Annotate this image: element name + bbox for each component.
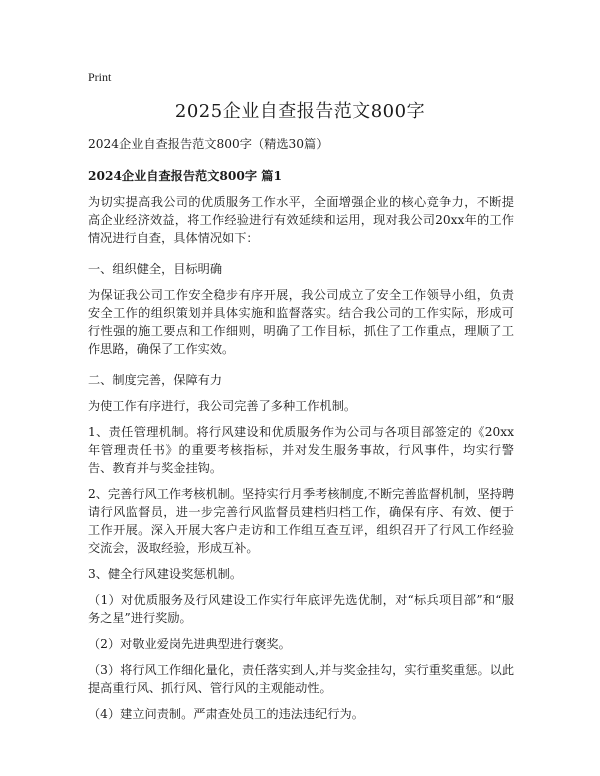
paragraph-assessment: 2、完善行风工作考核机制。坚持实行月季考核制度,不断完善监督机制，坚持聘请行风监督员，进一步完善行风监督员建档归档工作，确保有序、有效、便于工作开展。深入开展大客户走访和工作组互查互评，组织召开了行风工作经验交流会，汲取经验，形成互补。: [88, 487, 515, 555]
document-body: [88, 135, 514, 723]
document-subtitle: 2024企业自查报告范文800字（精选30篇）: [88, 137, 329, 151]
heading-organization: 一、组织健全，目标明确: [88, 262, 223, 276]
paragraph-item-3: （3）将行风工作细化量化，责任落实到人,并与奖金挂勾，实行重奖重惩。以此提高重行风、抓行风、管行风的主观能动性。: [88, 663, 515, 695]
paragraph-item-1: （1）对优质服务及行风建设工作实行年底评先选优制，对“标兵项目部”和“服务之星”进行奖励。: [88, 593, 514, 625]
document-title: 2025企业自查报告范文800字: [174, 101, 426, 122]
paragraph-reward-heading: 3、健全行风建设奖惩机制。: [88, 567, 243, 581]
paragraph-organization: 为保证我公司工作安全稳步有序开展，我公司成立了安全工作领导小组，负责安全工作的组织策划并具体实施和监督落实。结合我公司的工作实际，形成可行性强的施工要点和工作细则，明确了工作目标，抓住了工作重点，理顺了工作思路，确保了工作实效。: [88, 288, 514, 356]
paragraph-responsibility: 1、责任管理机制。将行风建设和优质服务作为公司与各项目部签定的《20xx年管理责任书》的重要考核指标，并对发生服务事故，行风事件，均实行警告、教育并与奖金挂钩。: [88, 425, 514, 475]
heading-system: 二、制度完善，保障有力: [88, 373, 223, 387]
intro-paragraph: 为切实提高我公司的优质服务工作水平，全面增强企业的核心竞争力，不断提高企业经济效益，将工作经验进行有效延续和运用，现对我公司20xx年的工作情况进行自查，具体情况如下：: [88, 195, 514, 245]
paragraph-item-2: （2）对敬业爱岗先进典型进行褒奖。: [88, 637, 291, 651]
paragraph-item-4: （4）建立问责制。严肃查处员工的违法违纪行为。: [88, 707, 364, 721]
paragraph-system-intro: 为使工作有序进行，我公司完善了多种工作机制。: [88, 399, 357, 413]
section-heading: 2024企业自查报告范文800字 篇1: [88, 169, 282, 183]
print-link[interactable]: Print: [88, 70, 112, 84]
